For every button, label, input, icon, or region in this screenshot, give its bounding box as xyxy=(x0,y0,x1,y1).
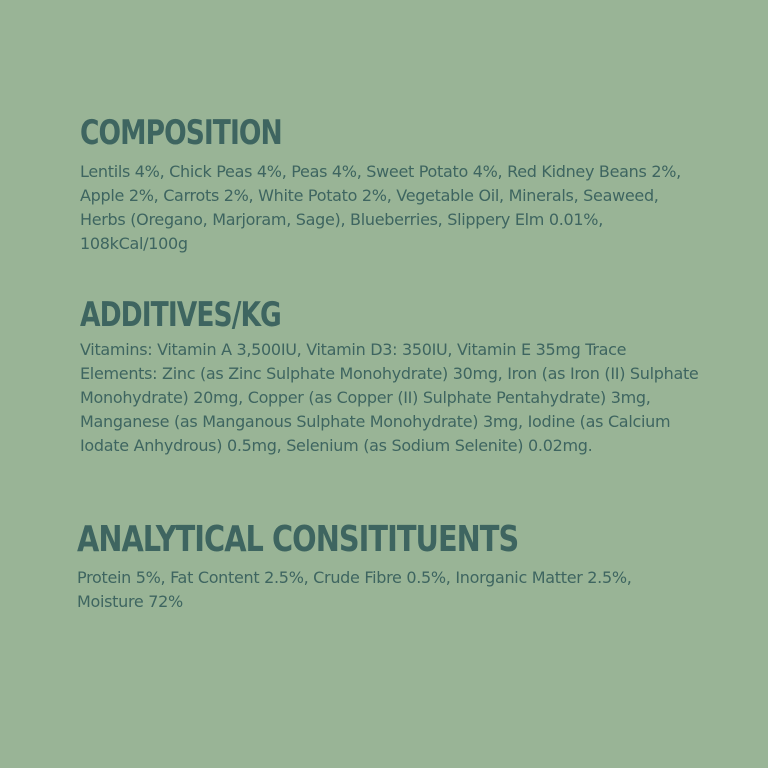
analytical-constituents-text: Protein 5%, Fat Content 2.5%, Crude Fibre 0.5%, Inorganic Matter 2.5%, Moisture 72% xyxy=(77,568,632,611)
additives-section xyxy=(80,296,700,458)
composition-section xyxy=(80,114,700,256)
composition-heading: COMPOSITION xyxy=(80,113,282,153)
additives-heading: ADDITIVES/KG xyxy=(80,295,281,335)
analytical-constituents-heading: ANALYTICAL CONSITITUENTS xyxy=(77,519,519,560)
composition-text: Lentils 4%, Chick Peas 4%, Peas 4%, Sweet Potato 4%, Red Kidney Beans 2%, Apple 2%, Carrots 2%, White Potato 2%, Vegetable Oil, Minerals, Seaweed, Herbs (Oregano, Marjoram, Sage), Blueberries, Slippery Elm 0.01%, 108kCal/100g xyxy=(80,162,681,253)
additives-text: Vitamins: Vitamin A 3,500IU, Vitamin D3: 350IU, Vitamin E 35mg Trace Elements: Zinc (as Zinc Sulphate Monohydrate) 30mg, Iron (as Iron (II) Sulphate Monohydrate) 20mg, Copper (as Copper (II) Sulphate Pentahydrate) 3mg, Manganese (as Manganous Sulphate Monohydrate) 3mg, Iodine (as Calcium Iodate Anhydrous) 0.5mg, Selenium (as Sodium Selenite) 0.02mg. xyxy=(80,340,699,455)
analytical-constituents-section xyxy=(77,520,697,614)
